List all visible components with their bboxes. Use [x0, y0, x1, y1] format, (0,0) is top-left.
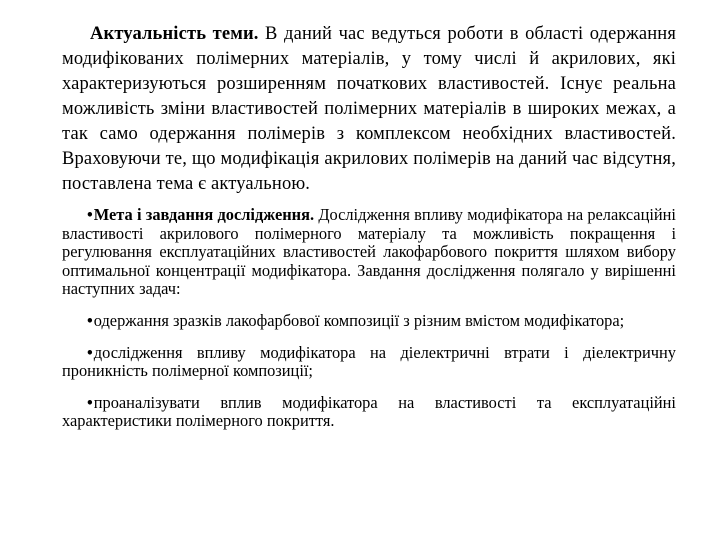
- bullet-marker: •: [87, 205, 93, 224]
- task-samples-text: одержання зразків лакофарбової композиції з різним вмістом модифікатора;: [93, 310, 625, 330]
- task-dielectric-text: дослідження впливу модифікатора на діелектричні втрати і діелектричну проникність полімерної композиції;: [62, 342, 676, 381]
- bullet-marker: •: [87, 310, 93, 330]
- bullet-goals: [62, 206, 676, 299]
- relevance-paragraph: [62, 22, 676, 197]
- task-analysis-text: проаналізувати вплив модифікатора на властивості та експлуатаційні характеристики полімерного покриття.: [62, 392, 676, 431]
- bullet-task-analysis: [62, 394, 676, 431]
- bullet-marker: •: [87, 342, 93, 362]
- bullet-marker: •: [87, 392, 93, 412]
- bullet-task-samples: [62, 312, 676, 331]
- slide-content: [62, 22, 676, 444]
- bullet-list: [62, 206, 676, 431]
- goals-text: Дослідження впливу модифікатора на релаксаційні властивості акрилового полімерного матеріалу та можливість покращення і регулювання експлуатаційних властивостей лакофарбового покриття шляхом вибору оптимальної концентрації модифікатора. Завдання дослідження полягало у вирішенні наступних задач:: [62, 205, 676, 299]
- relevance-heading: Актуальність теми.: [90, 24, 259, 44]
- bullet-task-dielectric: [62, 344, 676, 381]
- relevance-text: В даний час ведуться роботи в області одержання модифікованих полімерних матеріалів, у тому числі й акрилових, які характеризуються розширенням початкових властивостей. Існує реальна можливість зміни властивостей полімерних матеріалів в широких межах, а так само одержання полімерів з комплексом необхідних властивостей. Враховуючи те, що модифікація акрилових полімерів на даний час відсутня, поставлена тема є актуальною.: [62, 24, 677, 194]
- goals-heading: Мета і завдання дослідження.: [93, 205, 315, 224]
